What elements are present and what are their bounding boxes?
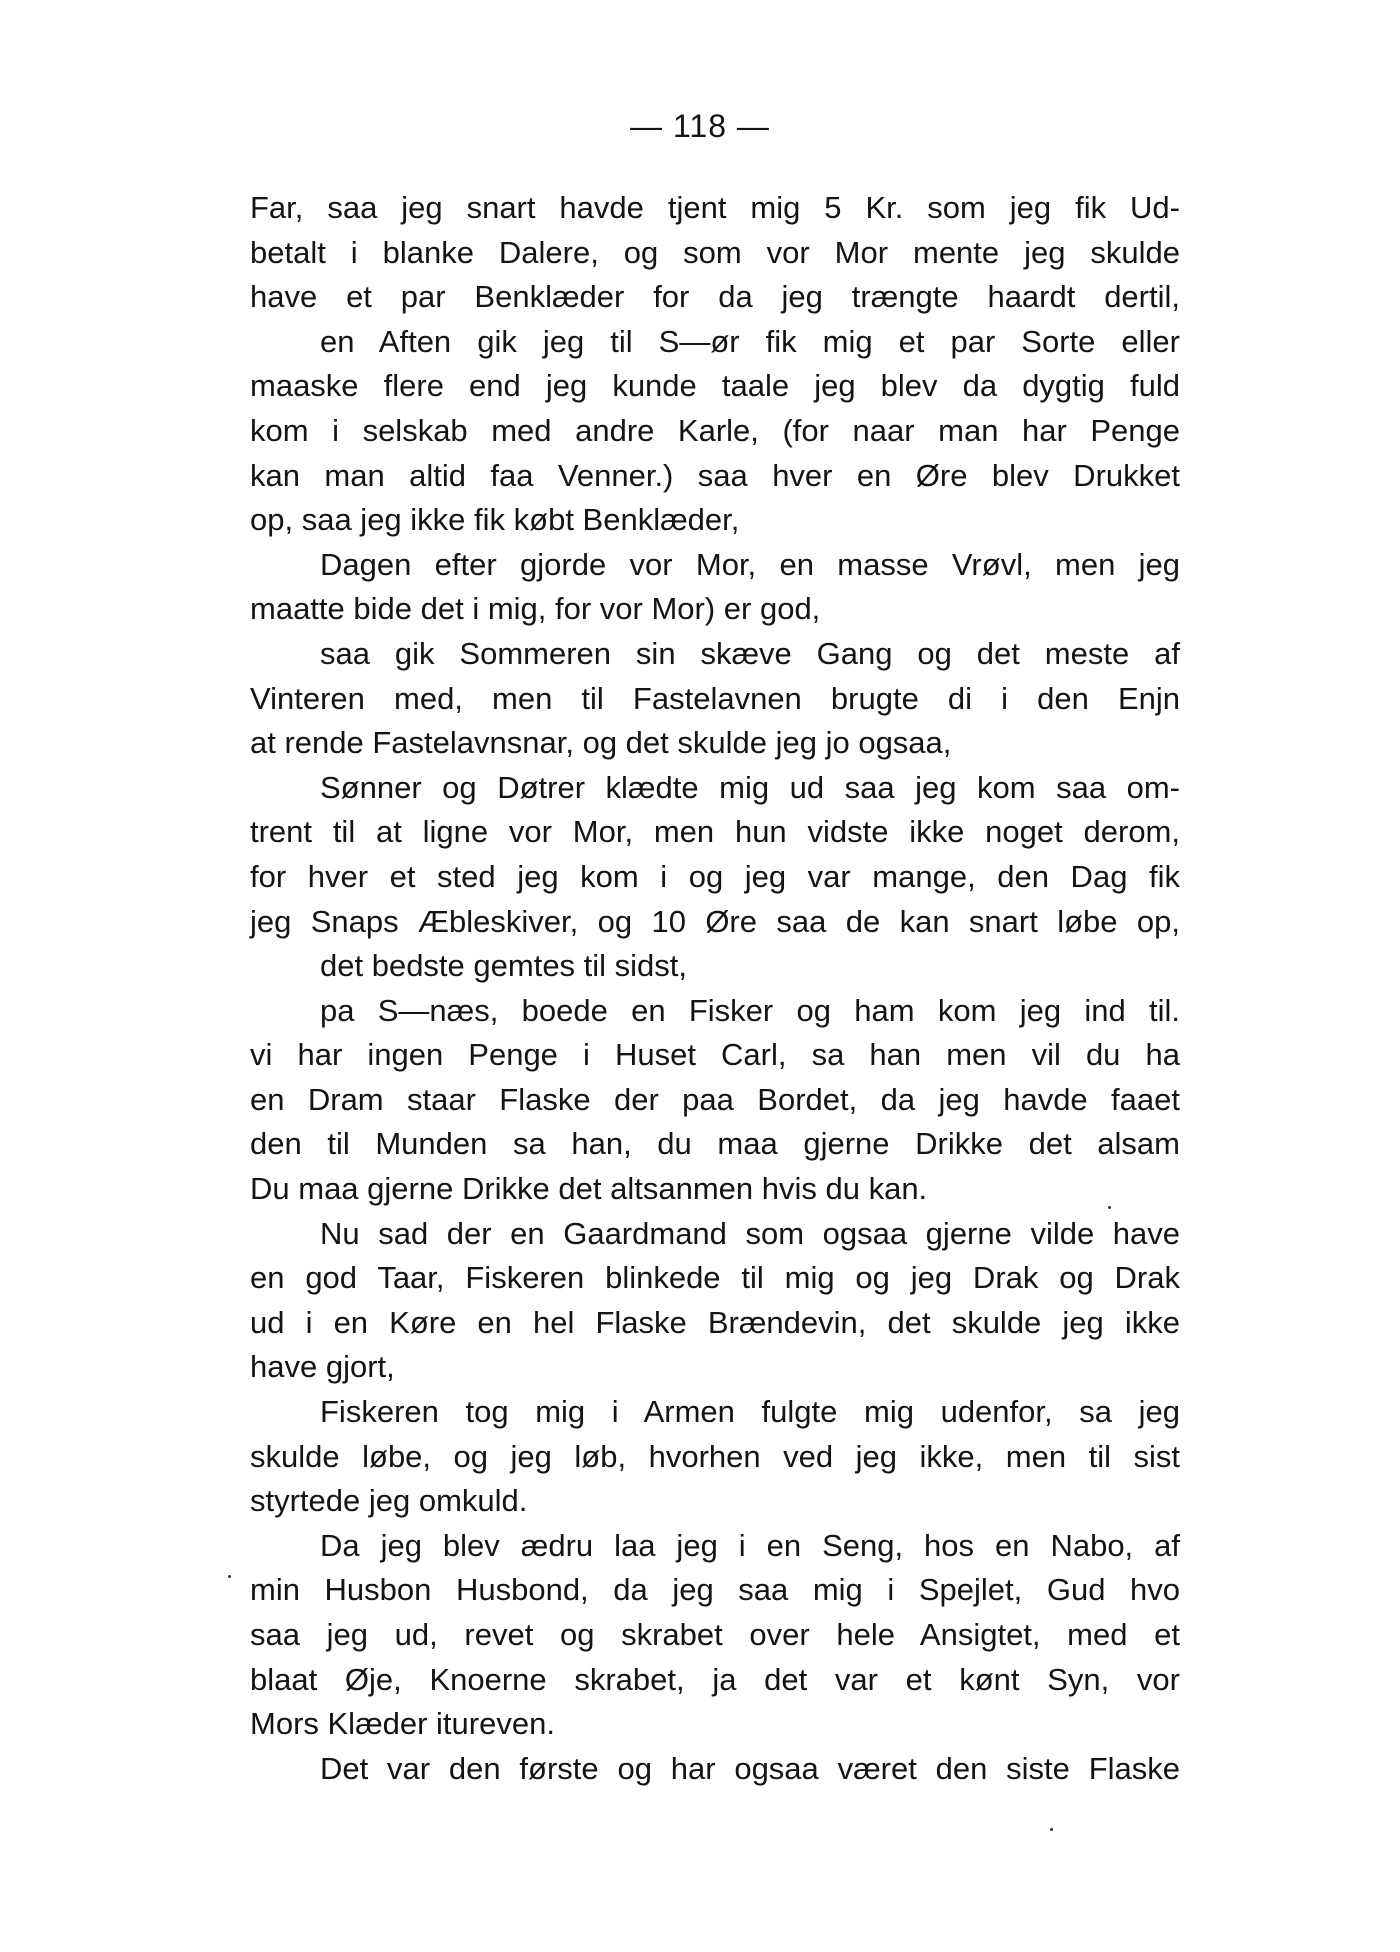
text-line: min Husbon Husbond, da jeg saa mig i Spejlet, Gud hvo: [250, 1572, 1180, 1608]
text-line: en Dram staar Flaske der paa Bordet, da jeg havde faaet: [250, 1081, 1180, 1117]
text-line: blaat Øje, Knoerne skrabet, ja det var et kønt Syn, vor: [250, 1661, 1180, 1697]
page-number: — 118 —: [630, 108, 770, 144]
text-line: Da jeg blev ædru laa jeg i en Seng, hos en Nabo, af: [320, 1527, 1180, 1563]
text-line: skulde løbe, og jeg løb, hvorhen ved jeg ikke, men til sist: [250, 1438, 1180, 1474]
text-line: saa gik Sommeren sin skæve Gang og det meste af: [320, 635, 1180, 671]
text-line: maaske flere end jeg kunde taale jeg blev da dygtig fuld: [250, 368, 1180, 404]
text-line: Det var den første og har ogsaa været den siste Flaske: [320, 1750, 1180, 1786]
text-line: have gjort,: [250, 1349, 395, 1385]
text-line: kan man altid faa Venner.) saa hver en Øre blev Drukket: [250, 457, 1180, 493]
text-line: Dagen efter gjorde vor Mor, en masse Vrøvl, men jeg: [320, 546, 1180, 582]
text-line: Vinteren med, men til Fastelavnen brugte di i den Enjn: [250, 680, 1180, 716]
text-line: en god Taar, Fiskeren blinkede til mig og jeg Drak og Drak: [250, 1260, 1180, 1296]
text-line: betalt i blanke Dalere, og som vor Mor mente jeg skulde: [250, 234, 1180, 270]
text-line: saa jeg ud, revet og skrabet over hele Ansigtet, med et: [250, 1617, 1180, 1652]
text-line: Sønner og Døtrer klædte mig ud saa jeg kom saa om-: [320, 769, 1180, 805]
text-line: styrtede jeg omkuld.: [250, 1483, 528, 1519]
text-line: Du maa gjerne Drikke det altsanmen hvis du kan.: [250, 1171, 928, 1207]
text-line: en Aften gik jeg til S—ør fik mig et par Sorte eller: [320, 323, 1180, 359]
text-line: maatte bide det i mig, for vor Mor) er god,: [250, 591, 821, 627]
text-line: den til Munden sa han, du maa gjerne Drikke det alsam: [250, 1126, 1180, 1162]
text-line: trent til at ligne vor Mor, men hun vidste ikke noget derom,: [250, 814, 1180, 850]
text-line: vi har ingen Penge i Huset Carl, sa han men vil du ha: [250, 1037, 1180, 1073]
text-line: ud i en Køre en hel Flaske Brændevin, det skulde jeg ikke: [250, 1304, 1180, 1340]
ink-speck: [228, 1575, 231, 1578]
body-text: [250, 186, 1180, 1791]
text-line: Fiskeren tog mig i Armen fulgte mig udenfor, sa jeg: [320, 1394, 1180, 1430]
text-line: pa S—næs, boede en Fisker og ham kom jeg ind til.: [320, 992, 1180, 1028]
ink-speck: [1050, 1828, 1053, 1831]
ink-speck: [1108, 1206, 1111, 1209]
text-line: Nu sad der en Gaardmand som ogsaa gjerne vilde have: [320, 1215, 1180, 1251]
text-line: for hver et sted jeg kom i og jeg var mange, den Dag fik: [250, 858, 1180, 894]
text-line: op, saa jeg ikke fik købt Benklæder,: [250, 502, 740, 538]
text-line: jeg Snaps Æbleskiver, og 10 Øre saa de kan snart løbe op,: [250, 903, 1180, 939]
text-line: det bedste gemtes til sidst,: [320, 948, 688, 984]
text-line: have et par Benklæder for da jeg trængte haardt dertil,: [250, 279, 1180, 315]
text-line: Mors Klæder itureven.: [250, 1706, 555, 1742]
text-line: Far, saa jeg snart havde tjent mig 5 Kr. som jeg fik Ud-: [250, 190, 1180, 225]
text-line: kom i selskab med andre Karle, (for naar man har Penge: [250, 412, 1180, 448]
text-line: at rende Fastelavnsnar, og det skulde jeg jo ogsaa,: [250, 725, 952, 761]
